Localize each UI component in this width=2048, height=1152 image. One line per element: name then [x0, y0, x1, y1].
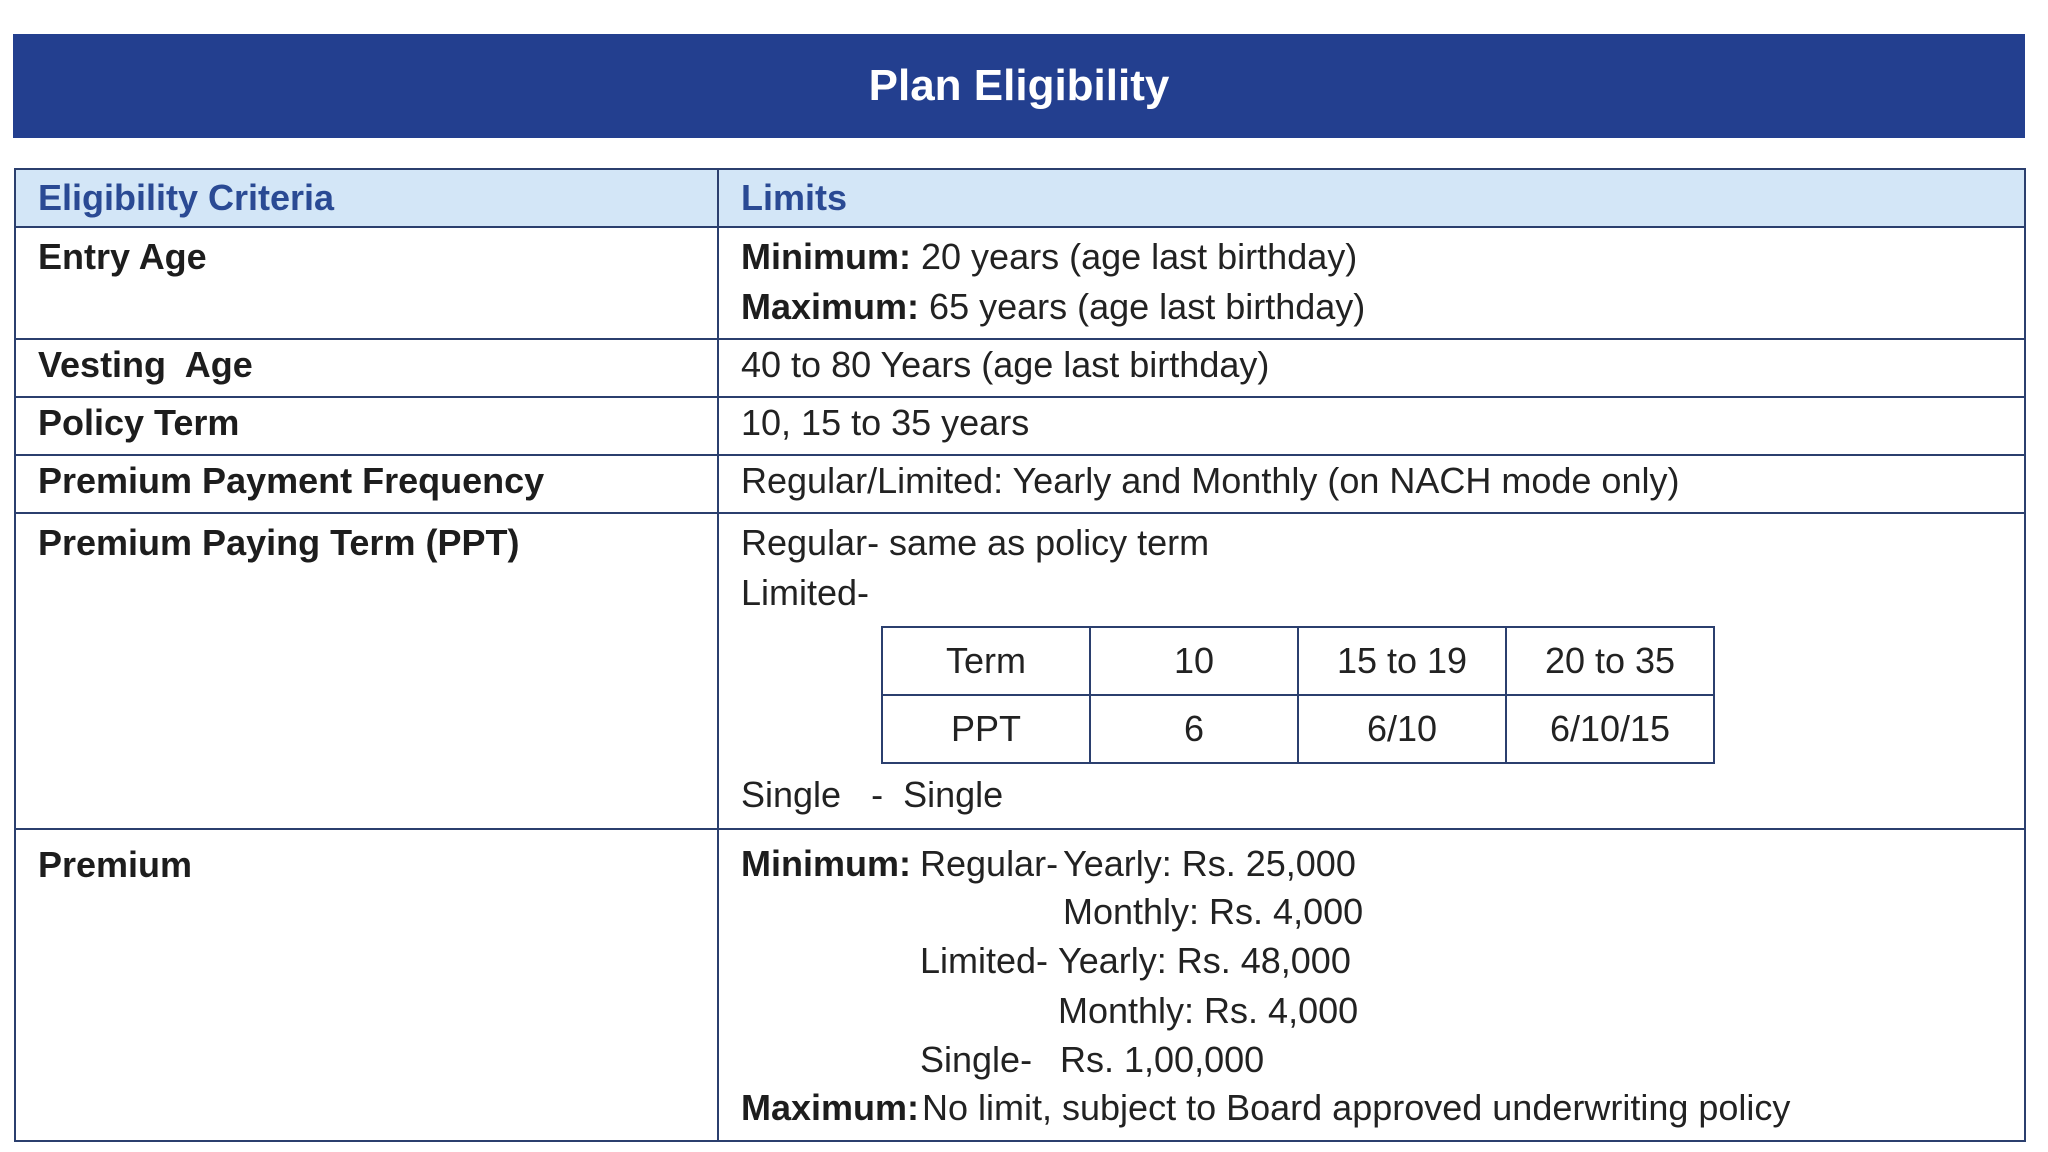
criteria-vesting-age: Vesting Age — [15, 339, 718, 397]
eligibility-table — [14, 168, 2026, 1142]
premium-limited-monthly: Monthly: Rs. 4,000 — [1058, 990, 1359, 1031]
criteria-premium: Premium — [15, 829, 718, 1141]
ppt-term-cell: Term — [882, 627, 1090, 695]
criteria-payment-frequency: Premium Payment Frequency — [15, 455, 718, 513]
limits-premium — [718, 829, 2025, 1141]
page-title: Plan Eligibility — [868, 61, 1170, 110]
entry-age-max-value: 65 years (age last birthday) — [929, 286, 1366, 327]
ppt-limited: Limited- — [741, 572, 870, 613]
ppt-single: Single - Single — [741, 774, 1004, 815]
premium-limited-yearly: Yearly: Rs. 48,000 — [1058, 940, 1351, 981]
ppt-value-cell: 6/10 — [1298, 695, 1506, 763]
limits-vesting-age: 40 to 80 Years (age last birthday) — [718, 339, 2025, 397]
premium-max-value: No limit, subject to Board approved underwriting policy — [922, 1087, 1791, 1128]
ppt-value-row — [882, 695, 1714, 763]
entry-age-minimum — [741, 232, 2024, 282]
table-header-row — [15, 169, 2025, 227]
ppt-value-cell: PPT — [882, 695, 1090, 763]
limits-ppt — [718, 513, 2025, 829]
table-row-payment-frequency — [15, 455, 2025, 513]
ppt-term-row — [882, 627, 1714, 695]
ppt-value-cell: 6 — [1090, 695, 1298, 763]
ppt-value-cell: 6/10/15 — [1506, 695, 1714, 763]
premium-details — [741, 840, 2024, 1130]
ppt-term-table — [881, 626, 1715, 764]
premium-regular-monthly: Monthly: Rs. 4,000 — [1063, 891, 1364, 932]
table-row-ppt — [15, 513, 2025, 829]
table-row-vesting-age — [15, 339, 2025, 397]
entry-age-maximum — [741, 282, 2024, 332]
criteria-policy-term: Policy Term — [15, 397, 718, 455]
page-title-banner — [13, 34, 2025, 138]
premium-min-label: Minimum: — [741, 843, 911, 884]
ppt-term-cell: 10 — [1090, 627, 1298, 695]
header-limits: Limits — [718, 169, 2025, 227]
premium-regular-prefix: Regular- — [920, 843, 1059, 884]
ppt-term-cell: 15 to 19 — [1298, 627, 1506, 695]
criteria-ppt: Premium Paying Term (PPT) — [15, 513, 718, 829]
criteria-entry-age: Entry Age — [15, 227, 718, 339]
entry-age-min-label: Minimum: — [741, 236, 911, 277]
premium-single-prefix: Single- — [920, 1039, 1033, 1080]
limits-payment-frequency: Regular/Limited: Yearly and Monthly (on NACH mode only) — [718, 455, 2025, 513]
table-row-premium — [15, 829, 2025, 1141]
premium-regular-yearly: Yearly: Rs. 25,000 — [1063, 843, 1356, 884]
entry-age-min-value: 20 years (age last birthday) — [921, 236, 1358, 277]
limits-policy-term: 10, 15 to 35 years — [718, 397, 2025, 455]
header-criteria: Eligibility Criteria — [15, 169, 718, 227]
premium-max-label: Maximum: — [741, 1087, 920, 1128]
table-row-policy-term — [15, 397, 2025, 455]
entry-age-max-label: Maximum: — [741, 286, 920, 327]
premium-limited-prefix: Limited- — [920, 940, 1049, 981]
ppt-regular: Regular- same as policy term — [741, 522, 1210, 563]
table-row-entry-age — [15, 227, 2025, 339]
limits-entry-age — [718, 227, 2025, 339]
ppt-term-cell: 20 to 35 — [1506, 627, 1714, 695]
premium-single-value: Rs. 1,00,000 — [1060, 1039, 1265, 1080]
